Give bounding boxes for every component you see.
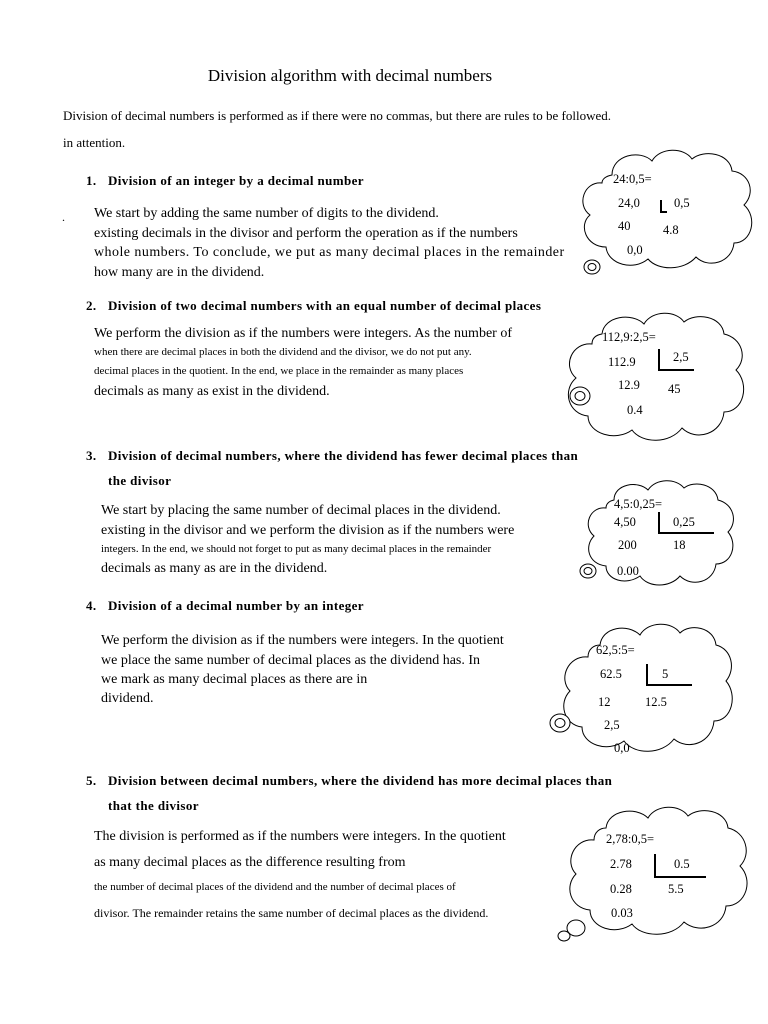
example-5-dividend: 2.78 bbox=[610, 857, 632, 871]
example-3-divisor: 0,25 bbox=[673, 515, 695, 529]
example-4-step: 2,5 bbox=[604, 718, 620, 732]
section-1-heading: 1. Division of an integer by a decimal number bbox=[86, 173, 364, 188]
example-3-division-bar-horizontal bbox=[658, 532, 714, 534]
example-5-remainder: 0.03 bbox=[611, 906, 633, 920]
section-2-body-3: decimal places in the quotient. In the end, we place in the remainder as many places bbox=[94, 365, 464, 377]
example-4-division-bar-vertical bbox=[646, 664, 648, 686]
example-2-division-bar-horizontal bbox=[658, 369, 694, 371]
example-5-quotient: 5.5 bbox=[668, 882, 684, 896]
section-5-body-3: the number of decimal places of the dividend and the number of decimal places of bbox=[94, 881, 456, 893]
example-5-partial: 0.28 bbox=[610, 882, 632, 896]
example-3-cloud bbox=[576, 478, 738, 590]
example-3-remainder: 0.00 bbox=[617, 564, 639, 578]
section-5-body-2: as many decimal places as the difference resulting from bbox=[94, 855, 406, 870]
section-4-body-1: We perform the division as if the numbers were integers. In the quotient bbox=[101, 633, 504, 648]
section-3-body-4: decimals as many as are in the dividend. bbox=[101, 561, 328, 576]
section-2-body-4: decimals as many as exist in the dividend. bbox=[94, 384, 330, 399]
example-2-expression: 112,9:2,5= bbox=[602, 330, 656, 344]
example-1-remainder: 0,0 bbox=[627, 243, 643, 257]
section-2-body-2: when there are decimal places in both the dividend and the divisor, we do not put any. bbox=[94, 346, 472, 358]
section-2-body-1: We perform the division as if the numbers were integers. As the number of bbox=[94, 326, 512, 341]
example-1-quotient: 4.8 bbox=[663, 223, 679, 237]
example-2-division-bar-vertical bbox=[658, 349, 660, 371]
example-4-remainder: 0,0 bbox=[614, 741, 630, 755]
example-2-quotient: 45 bbox=[668, 382, 681, 396]
example-4-quotient: 12.5 bbox=[645, 695, 667, 709]
example-3-dividend: 4,50 bbox=[614, 515, 636, 529]
section-5-body-4: divisor. The remainder retains the same number of decimal places as the dividend. bbox=[94, 906, 489, 920]
example-3-division-bar-vertical bbox=[658, 512, 660, 534]
section-5-heading-2: that the divisor bbox=[108, 798, 199, 813]
section-4-body-4: dividend. bbox=[101, 691, 154, 706]
example-1-dividend: 24,0 bbox=[618, 196, 640, 210]
section-3-heading-1: 3. Division of decimal numbers, where the dividend has fewer decimal places than bbox=[86, 448, 579, 463]
example-4-partial: 12 bbox=[598, 695, 611, 709]
example-4-division-bar-horizontal bbox=[646, 684, 692, 686]
section-1-body-3: whole numbers. To conclude, we put as many decimal places in the remainder bbox=[94, 245, 565, 260]
example-3-partial: 200 bbox=[618, 538, 637, 552]
intro-line-1: Division of decimal numbers is performed as if there were no commas, but there are rules to be followed. bbox=[63, 108, 611, 123]
example-3-quotient: 18 bbox=[673, 538, 686, 552]
section-1-dot: . bbox=[62, 210, 65, 224]
example-4-dividend: 62.5 bbox=[600, 667, 622, 681]
example-1-division-bar-horizontal bbox=[660, 211, 667, 213]
section-3-heading-2: the divisor bbox=[108, 473, 172, 488]
example-5-division-bar-vertical bbox=[654, 854, 656, 878]
example-5-expression: 2,78:0,5= bbox=[606, 832, 655, 846]
section-4-body-2: we place the same number of decimal places as the dividend has. In bbox=[101, 653, 481, 668]
section-4-heading: 4. Division of a decimal number by an integer bbox=[86, 598, 364, 613]
example-5-division-bar-horizontal bbox=[654, 876, 706, 878]
intro-line-2: in attention. bbox=[63, 135, 126, 150]
example-2-partial: 12.9 bbox=[618, 378, 640, 392]
section-5-heading-1: 5. Division between decimal numbers, where the dividend has more decimal places than bbox=[86, 773, 613, 788]
example-1-cloud bbox=[572, 143, 762, 283]
example-1-partial: 40 bbox=[618, 219, 631, 233]
section-1-body-2: existing decimals in the divisor and perform the operation as if the numbers bbox=[94, 226, 518, 241]
example-2-cloud bbox=[558, 308, 754, 456]
section-3-body-1: We start by placing the same number of decimal places in the dividend. bbox=[101, 503, 501, 518]
page-title: Division algorithm with decimal numbers bbox=[207, 66, 493, 85]
example-2-divisor: 2,5 bbox=[673, 350, 689, 364]
section-5-body-1: The division is performed as if the numbers were integers. In the quotient bbox=[94, 829, 506, 844]
section-3-body-2: existing in the divisor and we perform the division as if the numbers were bbox=[101, 523, 515, 538]
section-1-body-1: We start by adding the same number of digits to the dividend. bbox=[94, 206, 439, 221]
example-1-expression: 24:0,5= bbox=[613, 172, 652, 186]
example-4-cloud bbox=[548, 617, 736, 767]
example-4-expression: 62,5:5= bbox=[596, 643, 635, 657]
example-3-expression: 4,5:0,25= bbox=[614, 497, 663, 511]
example-2-dividend: 112.9 bbox=[608, 355, 636, 369]
example-2-remainder: 0.4 bbox=[627, 403, 643, 417]
section-4-body-3: we mark as many decimal places as there are in bbox=[101, 672, 368, 687]
section-3-body-3: integers. In the end, we should not forget to put as many decimal places in the remainder bbox=[101, 543, 492, 555]
example-1-divisor: 0,5 bbox=[674, 196, 690, 210]
example-4-divisor: 5 bbox=[662, 667, 669, 681]
section-1-body-4: how many are in the dividend. bbox=[94, 265, 265, 280]
section-2-heading: 2. Division of two decimal numbers with an equal number of decimal places bbox=[86, 298, 542, 313]
example-5-divisor: 0.5 bbox=[674, 857, 690, 871]
